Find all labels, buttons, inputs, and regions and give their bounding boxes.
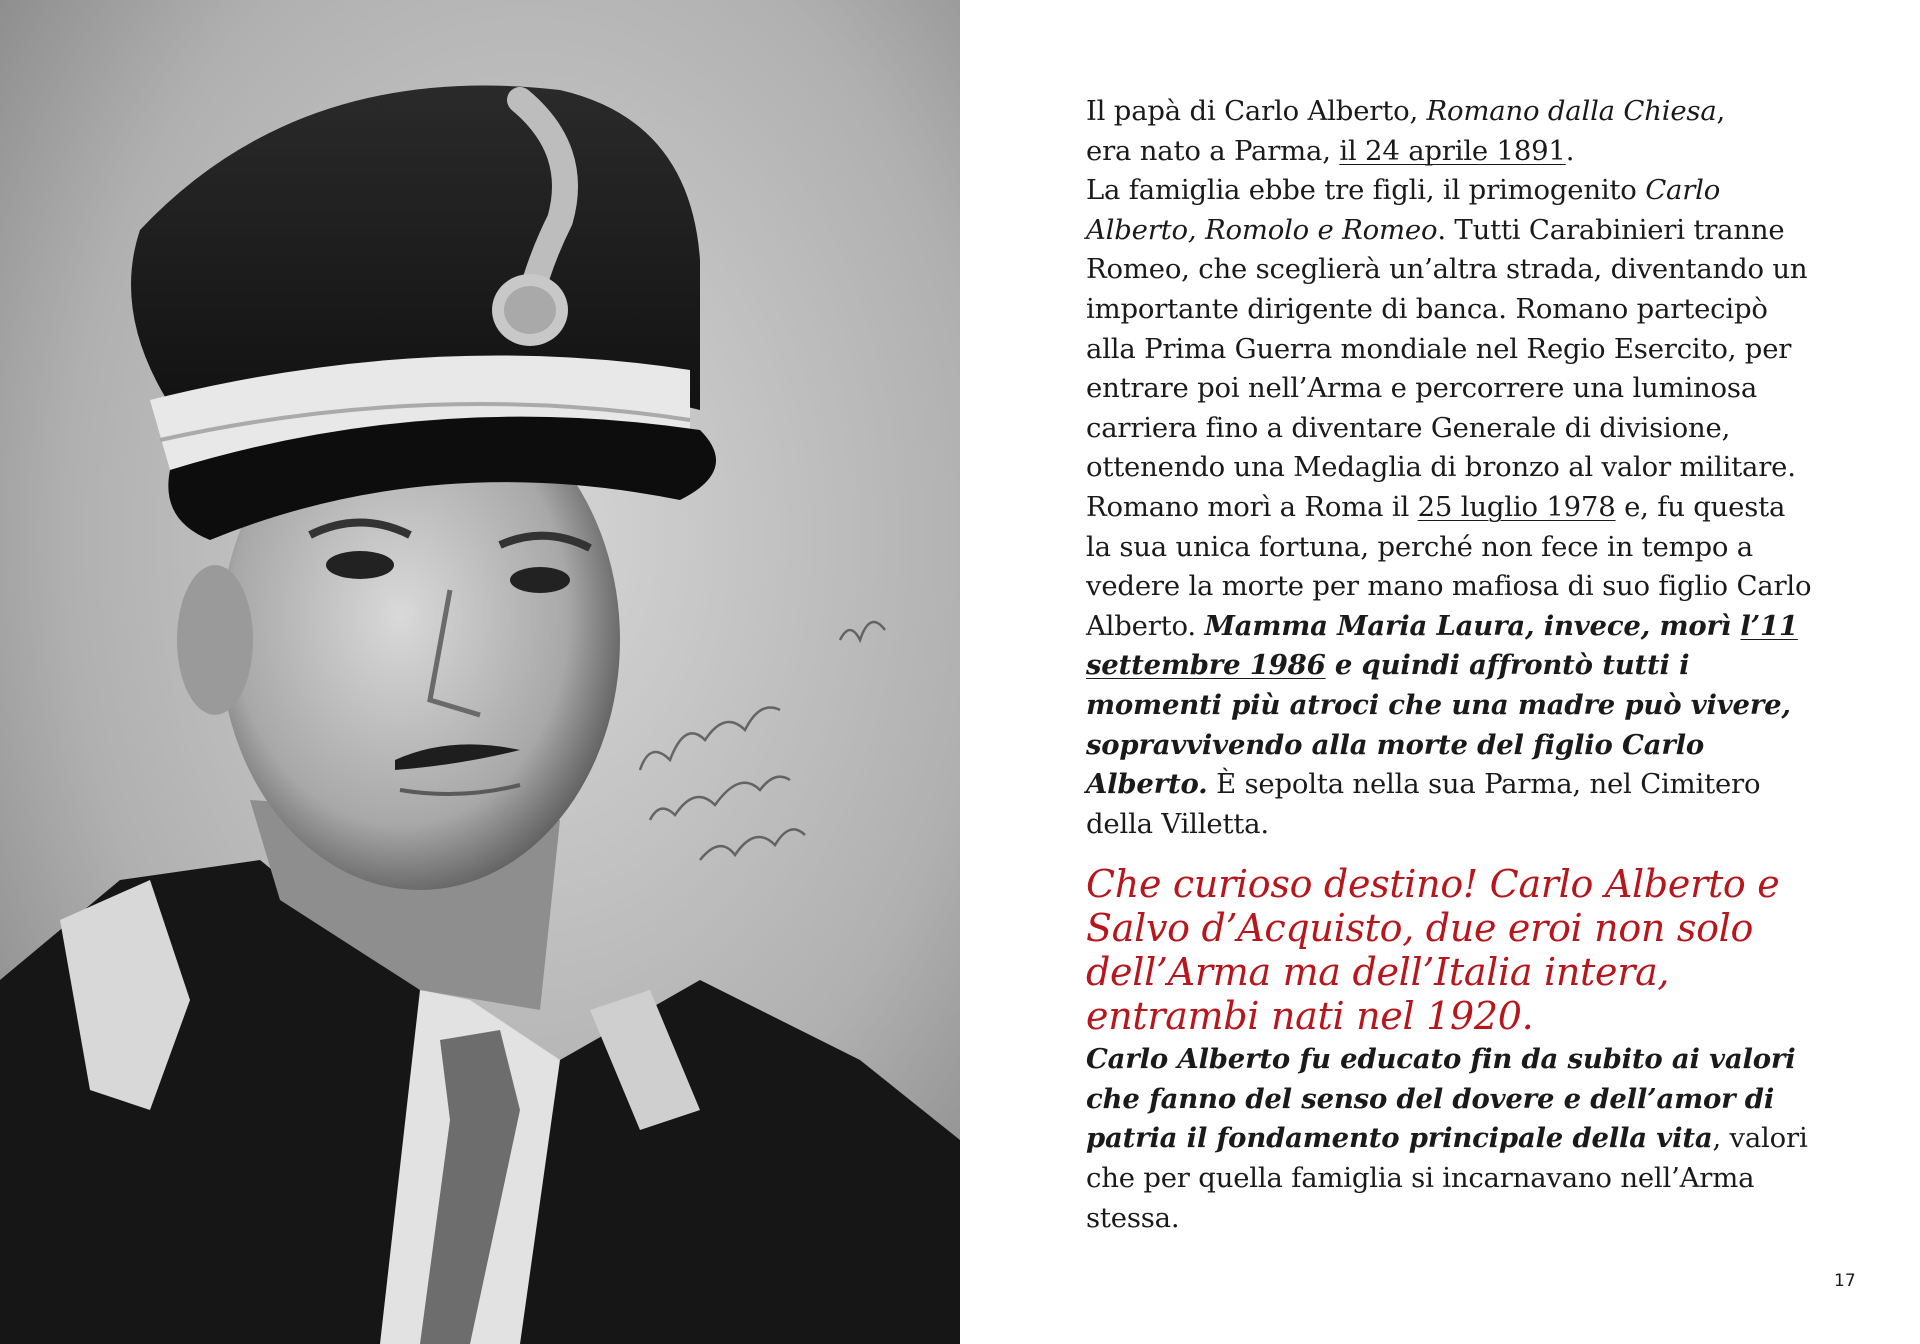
mother-text: Mamma Maria Laura, invece, morì (1204, 609, 1741, 642)
text-run: , (1716, 95, 1726, 127)
text-run: La famiglia ebbe tre figli, il primogenito (1086, 174, 1646, 207)
mother-text: e quindi affrontò tutti i momenti più atroci che una madre può vivere, sopravvivendo alla morte del figlio Carlo Alberto. (1086, 649, 1791, 801)
page-number: 17 (1834, 1271, 1856, 1291)
text-run: È sepolta nella sua Parma, nel Cimitero della Villetta. (1086, 768, 1761, 840)
birth-date: il 24 aprile 1891 (1339, 134, 1566, 167)
text-column (1086, 92, 1816, 1238)
text-run: , valori che per quella famiglia si incarnavano nell’Arma stessa. (1086, 1122, 1808, 1234)
highlight-quote: Che curioso destino! Carlo Alberto e Salvo d’Acquisto, due eroi non solo dell’Arma ma dell’Italia intera, entrambi nati nel 1920. (1086, 862, 1780, 1039)
emphasis-text: Carlo Alberto fu educato fin da subito ai valori che fanno del senso del dovere e dell’amor di patria il fondamento principale della vita (1086, 1043, 1796, 1155)
text-run: . Tutti Carabinieri tranne Romeo, che sceglierà un’altra strada, diventando un importante dirigente di banca. Romano partecipò alla Prima Guerra mondiale nel Regio Esercito, per entrare poi nell’Arma e percorrere una luminosa carriera fino a diventare Generale di divisione, ottenendo una Medaglia di bronzo al valor militare. Romano morì a Roma il (1086, 213, 1808, 523)
second-paragraph (1086, 1040, 1816, 1238)
death-date-father: 25 luglio 1978 (1417, 490, 1616, 523)
death-date-mother: l’11 settembre 1986 (1086, 609, 1798, 682)
text-run: . (1565, 134, 1575, 167)
main-paragraph (1086, 92, 1816, 844)
father-name: Romano dalla Chiesa (1426, 95, 1717, 127)
text-run: era nato a Parma, (1086, 134, 1340, 167)
text-run: e, fu questa la sua unica fortuna, perché non fece in tempo a vedere la morte per mano mafiosa di suo figlio Carlo Alberto. (1086, 490, 1812, 642)
text-run: Il papà di Carlo Alberto, (1086, 95, 1427, 127)
children-names: Carlo Alberto, Romolo e Romeo (1086, 174, 1721, 246)
